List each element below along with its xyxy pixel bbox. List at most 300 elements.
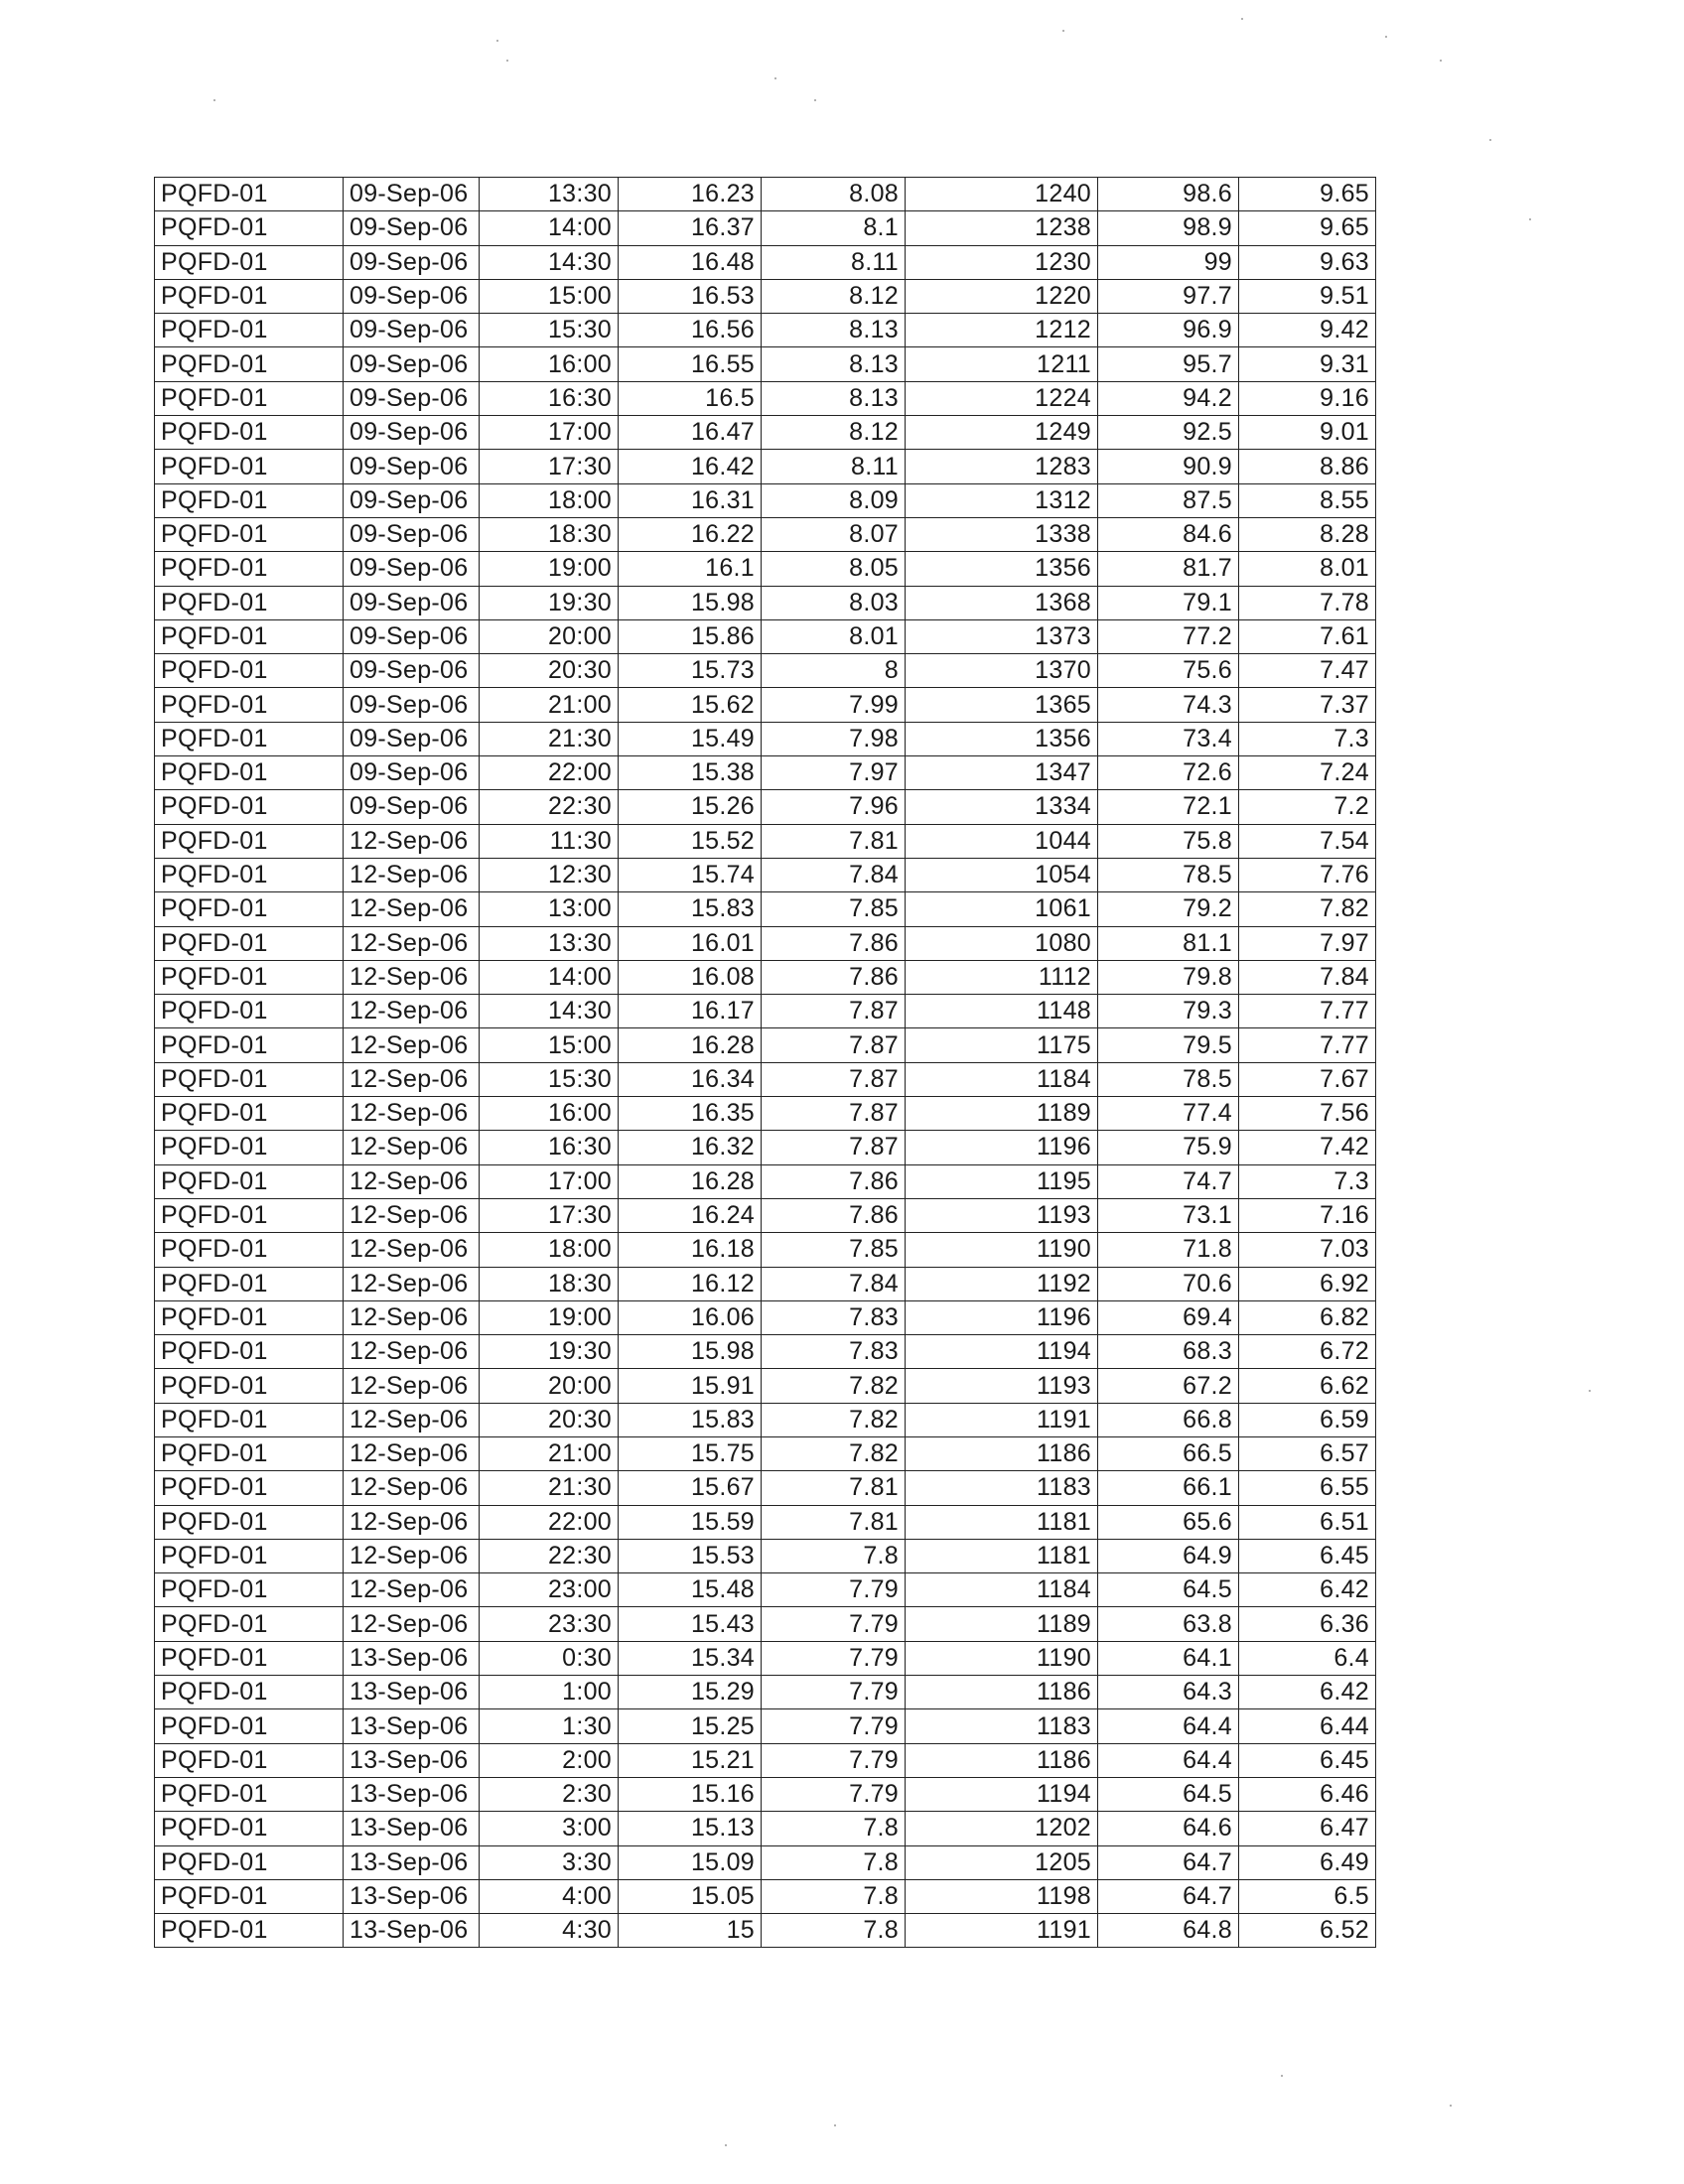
value-c-cell: 1356 (906, 552, 1098, 586)
value-c-cell: 1220 (906, 279, 1098, 313)
date-cell: 12-Sep-06 (344, 995, 480, 1028)
value-a-cell: 16.31 (619, 483, 762, 517)
value-e-cell: 9.65 (1239, 178, 1376, 211)
value-d-cell: 65.6 (1098, 1505, 1239, 1539)
station-id-cell: PQFD-01 (155, 450, 344, 483)
value-c-cell: 1190 (906, 1233, 1098, 1267)
date-cell: 12-Sep-06 (344, 1436, 480, 1470)
value-b-cell: 8.01 (762, 619, 906, 653)
date-cell: 13-Sep-06 (344, 1812, 480, 1845)
value-a-cell: 15.98 (619, 1335, 762, 1369)
time-cell: 4:00 (480, 1879, 619, 1913)
table-row (155, 1879, 1376, 1913)
station-id-cell: PQFD-01 (155, 1845, 344, 1879)
date-cell: 13-Sep-06 (344, 1914, 480, 1948)
table-row (155, 1436, 1376, 1470)
value-a-cell: 15.49 (619, 722, 762, 755)
value-c-cell: 1283 (906, 450, 1098, 483)
value-c-cell: 1186 (906, 1436, 1098, 1470)
value-e-cell: 7.84 (1239, 960, 1376, 994)
value-e-cell: 6.82 (1239, 1300, 1376, 1334)
station-id-cell: PQFD-01 (155, 1505, 344, 1539)
table-row (155, 347, 1376, 381)
value-a-cell: 15.16 (619, 1777, 762, 1811)
value-c-cell: 1191 (906, 1914, 1098, 1948)
value-d-cell: 70.6 (1098, 1267, 1239, 1300)
value-b-cell: 7.79 (762, 1573, 906, 1607)
value-e-cell: 6.42 (1239, 1676, 1376, 1709)
time-cell: 21:00 (480, 1436, 619, 1470)
value-a-cell: 15.43 (619, 1607, 762, 1641)
station-id-cell: PQFD-01 (155, 586, 344, 619)
station-id-cell: PQFD-01 (155, 1131, 344, 1164)
value-e-cell: 6.49 (1239, 1845, 1376, 1879)
value-b-cell: 7.8 (762, 1539, 906, 1572)
value-b-cell: 7.8 (762, 1879, 906, 1913)
value-a-cell: 15.52 (619, 824, 762, 858)
value-d-cell: 64.7 (1098, 1879, 1239, 1913)
date-cell: 12-Sep-06 (344, 1539, 480, 1572)
value-e-cell: 6.57 (1239, 1436, 1376, 1470)
date-cell: 13-Sep-06 (344, 1743, 480, 1777)
value-b-cell: 8.13 (762, 347, 906, 381)
value-e-cell: 7.82 (1239, 892, 1376, 926)
value-c-cell: 1373 (906, 619, 1098, 653)
time-cell: 18:00 (480, 1233, 619, 1267)
value-e-cell: 9.01 (1239, 416, 1376, 450)
value-e-cell: 6.44 (1239, 1709, 1376, 1743)
station-id-cell: PQFD-01 (155, 1028, 344, 1062)
time-cell: 13:30 (480, 926, 619, 960)
value-a-cell: 15.59 (619, 1505, 762, 1539)
value-b-cell: 8.03 (762, 586, 906, 619)
table-row (155, 381, 1376, 415)
date-cell: 12-Sep-06 (344, 1198, 480, 1232)
time-cell: 20:00 (480, 619, 619, 653)
value-b-cell: 7.86 (762, 1164, 906, 1198)
time-cell: 16:00 (480, 347, 619, 381)
date-cell: 09-Sep-06 (344, 483, 480, 517)
value-c-cell: 1193 (906, 1369, 1098, 1403)
value-c-cell: 1347 (906, 756, 1098, 790)
value-c-cell: 1194 (906, 1777, 1098, 1811)
value-a-cell: 15.83 (619, 1403, 762, 1436)
value-d-cell: 63.8 (1098, 1607, 1239, 1641)
table-row (155, 1505, 1376, 1539)
time-cell: 14:00 (480, 211, 619, 245)
table-row (155, 1403, 1376, 1436)
table-row (155, 1676, 1376, 1709)
value-c-cell: 1184 (906, 1573, 1098, 1607)
value-b-cell: 7.98 (762, 722, 906, 755)
value-b-cell: 8.11 (762, 245, 906, 279)
value-a-cell: 16.12 (619, 1267, 762, 1300)
value-c-cell: 1249 (906, 416, 1098, 450)
time-cell: 14:30 (480, 245, 619, 279)
table-row (155, 960, 1376, 994)
date-cell: 09-Sep-06 (344, 416, 480, 450)
date-cell: 12-Sep-06 (344, 1233, 480, 1267)
station-id-cell: PQFD-01 (155, 1300, 344, 1334)
time-cell: 17:30 (480, 1198, 619, 1232)
value-d-cell: 64.9 (1098, 1539, 1239, 1572)
value-b-cell: 7.85 (762, 892, 906, 926)
value-b-cell: 7.8 (762, 1914, 906, 1948)
date-cell: 12-Sep-06 (344, 1267, 480, 1300)
table-row (155, 1300, 1376, 1334)
value-a-cell: 16.32 (619, 1131, 762, 1164)
table-row (155, 279, 1376, 313)
value-e-cell: 7.2 (1239, 790, 1376, 824)
value-b-cell: 7.86 (762, 1198, 906, 1232)
time-cell: 19:30 (480, 1335, 619, 1369)
station-id-cell: PQFD-01 (155, 960, 344, 994)
station-id-cell: PQFD-01 (155, 756, 344, 790)
value-e-cell: 9.65 (1239, 211, 1376, 245)
date-cell: 09-Sep-06 (344, 756, 480, 790)
value-d-cell: 79.8 (1098, 960, 1239, 994)
value-b-cell: 7.79 (762, 1709, 906, 1743)
time-cell: 17:30 (480, 450, 619, 483)
value-e-cell: 7.97 (1239, 926, 1376, 960)
station-id-cell: PQFD-01 (155, 1471, 344, 1505)
value-b-cell: 7.86 (762, 926, 906, 960)
table-row (155, 483, 1376, 517)
value-e-cell: 7.61 (1239, 619, 1376, 653)
value-b-cell: 7.82 (762, 1403, 906, 1436)
table-row (155, 178, 1376, 211)
value-c-cell: 1183 (906, 1709, 1098, 1743)
date-cell: 09-Sep-06 (344, 552, 480, 586)
date-cell: 13-Sep-06 (344, 1777, 480, 1811)
station-id-cell: PQFD-01 (155, 1062, 344, 1096)
time-cell: 17:00 (480, 1164, 619, 1198)
value-b-cell: 8.11 (762, 450, 906, 483)
value-e-cell: 7.24 (1239, 756, 1376, 790)
station-id-cell: PQFD-01 (155, 1198, 344, 1232)
value-d-cell: 79.1 (1098, 586, 1239, 619)
date-cell: 09-Sep-06 (344, 314, 480, 347)
value-c-cell: 1189 (906, 1607, 1098, 1641)
value-e-cell: 6.4 (1239, 1641, 1376, 1675)
value-e-cell: 7.54 (1239, 824, 1376, 858)
value-b-cell: 7.81 (762, 1505, 906, 1539)
value-d-cell: 74.3 (1098, 688, 1239, 722)
value-e-cell: 9.16 (1239, 381, 1376, 415)
value-b-cell: 7.87 (762, 1062, 906, 1096)
value-b-cell: 8.13 (762, 381, 906, 415)
time-cell: 16:30 (480, 1131, 619, 1164)
station-id-cell: PQFD-01 (155, 1436, 344, 1470)
value-b-cell: 8.1 (762, 211, 906, 245)
table-row (155, 619, 1376, 653)
value-a-cell: 16.1 (619, 552, 762, 586)
station-id-cell: PQFD-01 (155, 381, 344, 415)
station-id-cell: PQFD-01 (155, 722, 344, 755)
date-cell: 09-Sep-06 (344, 211, 480, 245)
table-row (155, 1028, 1376, 1062)
table-row (155, 1164, 1376, 1198)
table-row (155, 1539, 1376, 1572)
table-row (155, 1233, 1376, 1267)
value-c-cell: 1212 (906, 314, 1098, 347)
value-e-cell: 6.52 (1239, 1914, 1376, 1948)
value-d-cell: 81.7 (1098, 552, 1239, 586)
station-id-cell: PQFD-01 (155, 245, 344, 279)
value-c-cell: 1181 (906, 1505, 1098, 1539)
time-cell: 23:30 (480, 1607, 619, 1641)
station-id-cell: PQFD-01 (155, 1812, 344, 1845)
time-cell: 13:30 (480, 178, 619, 211)
value-e-cell: 7.77 (1239, 995, 1376, 1028)
table-row (155, 892, 1376, 926)
value-a-cell: 16.28 (619, 1164, 762, 1198)
value-a-cell: 15.74 (619, 858, 762, 891)
value-a-cell: 15.62 (619, 688, 762, 722)
value-d-cell: 75.9 (1098, 1131, 1239, 1164)
value-c-cell: 1205 (906, 1845, 1098, 1879)
value-d-cell: 87.5 (1098, 483, 1239, 517)
value-e-cell: 7.67 (1239, 1062, 1376, 1096)
value-c-cell: 1370 (906, 654, 1098, 688)
value-d-cell: 75.8 (1098, 824, 1239, 858)
value-e-cell: 7.56 (1239, 1097, 1376, 1131)
date-cell: 12-Sep-06 (344, 1607, 480, 1641)
date-cell: 09-Sep-06 (344, 688, 480, 722)
value-a-cell: 15.09 (619, 1845, 762, 1879)
value-d-cell: 72.6 (1098, 756, 1239, 790)
value-d-cell: 67.2 (1098, 1369, 1239, 1403)
station-id-cell: PQFD-01 (155, 1607, 344, 1641)
value-c-cell: 1238 (906, 211, 1098, 245)
value-d-cell: 71.8 (1098, 1233, 1239, 1267)
value-c-cell: 1368 (906, 586, 1098, 619)
scan-speck (1589, 1390, 1591, 1392)
value-c-cell: 1356 (906, 722, 1098, 755)
time-cell: 17:00 (480, 416, 619, 450)
value-c-cell: 1194 (906, 1335, 1098, 1369)
time-cell: 15:30 (480, 1062, 619, 1096)
date-cell: 12-Sep-06 (344, 1471, 480, 1505)
value-e-cell: 7.47 (1239, 654, 1376, 688)
date-cell: 12-Sep-06 (344, 1300, 480, 1334)
value-c-cell: 1365 (906, 688, 1098, 722)
value-b-cell: 7.87 (762, 1131, 906, 1164)
date-cell: 09-Sep-06 (344, 279, 480, 313)
value-d-cell: 84.6 (1098, 517, 1239, 551)
value-a-cell: 16.17 (619, 995, 762, 1028)
time-cell: 13:00 (480, 892, 619, 926)
value-b-cell: 8.08 (762, 178, 906, 211)
date-cell: 09-Sep-06 (344, 654, 480, 688)
value-c-cell: 1338 (906, 517, 1098, 551)
time-cell: 16:30 (480, 381, 619, 415)
scan-speck (1062, 30, 1064, 32)
value-c-cell: 1186 (906, 1676, 1098, 1709)
value-d-cell: 64.6 (1098, 1812, 1239, 1845)
value-c-cell: 1183 (906, 1471, 1098, 1505)
value-e-cell: 6.72 (1239, 1335, 1376, 1369)
value-a-cell: 16.08 (619, 960, 762, 994)
value-e-cell: 8.28 (1239, 517, 1376, 551)
station-id-cell: PQFD-01 (155, 619, 344, 653)
station-id-cell: PQFD-01 (155, 1335, 344, 1369)
date-cell: 13-Sep-06 (344, 1845, 480, 1879)
value-d-cell: 66.5 (1098, 1436, 1239, 1470)
table-body (155, 178, 1376, 1948)
value-a-cell: 15.53 (619, 1539, 762, 1572)
date-cell: 13-Sep-06 (344, 1879, 480, 1913)
table-row (155, 1914, 1376, 1948)
time-cell: 3:00 (480, 1812, 619, 1845)
date-cell: 09-Sep-06 (344, 619, 480, 653)
date-cell: 12-Sep-06 (344, 1335, 480, 1369)
value-d-cell: 64.5 (1098, 1573, 1239, 1607)
station-id-cell: PQFD-01 (155, 1777, 344, 1811)
value-c-cell: 1193 (906, 1198, 1098, 1232)
table-row (155, 517, 1376, 551)
time-cell: 20:00 (480, 1369, 619, 1403)
value-b-cell: 7.79 (762, 1607, 906, 1641)
time-cell: 23:00 (480, 1573, 619, 1607)
table-row (155, 926, 1376, 960)
value-e-cell: 9.42 (1239, 314, 1376, 347)
time-cell: 15:30 (480, 314, 619, 347)
value-a-cell: 15 (619, 1914, 762, 1948)
date-cell: 12-Sep-06 (344, 824, 480, 858)
value-b-cell: 7.79 (762, 1777, 906, 1811)
station-id-cell: PQFD-01 (155, 517, 344, 551)
table-row (155, 1777, 1376, 1811)
value-d-cell: 75.6 (1098, 654, 1239, 688)
value-e-cell: 6.62 (1239, 1369, 1376, 1403)
date-cell: 12-Sep-06 (344, 926, 480, 960)
table-row (155, 756, 1376, 790)
value-b-cell: 7.79 (762, 1676, 906, 1709)
value-c-cell: 1054 (906, 858, 1098, 891)
value-d-cell: 97.7 (1098, 279, 1239, 313)
value-d-cell: 96.9 (1098, 314, 1239, 347)
value-e-cell: 6.36 (1239, 1607, 1376, 1641)
date-cell: 09-Sep-06 (344, 790, 480, 824)
scan-speck (1385, 36, 1387, 38)
value-b-cell: 7.82 (762, 1369, 906, 1403)
value-d-cell: 69.4 (1098, 1300, 1239, 1334)
table-row (155, 450, 1376, 483)
value-c-cell: 1334 (906, 790, 1098, 824)
station-id-cell: PQFD-01 (155, 858, 344, 891)
date-cell: 09-Sep-06 (344, 381, 480, 415)
value-c-cell: 1148 (906, 995, 1098, 1028)
value-b-cell: 7.83 (762, 1335, 906, 1369)
value-a-cell: 16.56 (619, 314, 762, 347)
date-cell: 12-Sep-06 (344, 1028, 480, 1062)
value-a-cell: 16.34 (619, 1062, 762, 1096)
value-c-cell: 1189 (906, 1097, 1098, 1131)
value-d-cell: 64.4 (1098, 1709, 1239, 1743)
table-row (155, 1641, 1376, 1675)
value-d-cell: 98.6 (1098, 178, 1239, 211)
value-c-cell: 1184 (906, 1062, 1098, 1096)
time-cell: 14:30 (480, 995, 619, 1028)
value-e-cell: 6.45 (1239, 1539, 1376, 1572)
time-cell: 19:00 (480, 552, 619, 586)
value-b-cell: 7.84 (762, 858, 906, 891)
time-cell: 20:30 (480, 1403, 619, 1436)
date-cell: 12-Sep-06 (344, 960, 480, 994)
scan-speck (774, 77, 776, 79)
table-row (155, 416, 1376, 450)
value-a-cell: 15.25 (619, 1709, 762, 1743)
station-id-cell: PQFD-01 (155, 1097, 344, 1131)
date-cell: 09-Sep-06 (344, 517, 480, 551)
station-id-cell: PQFD-01 (155, 347, 344, 381)
date-cell: 12-Sep-06 (344, 858, 480, 891)
value-e-cell: 7.76 (1239, 858, 1376, 891)
station-id-cell: PQFD-01 (155, 1233, 344, 1267)
station-id-cell: PQFD-01 (155, 1914, 344, 1948)
value-a-cell: 16.22 (619, 517, 762, 551)
value-b-cell: 7.81 (762, 824, 906, 858)
table-row (155, 1198, 1376, 1232)
value-a-cell: 16.23 (619, 178, 762, 211)
value-e-cell: 7.42 (1239, 1131, 1376, 1164)
station-id-cell: PQFD-01 (155, 1403, 344, 1436)
table-row (155, 245, 1376, 279)
time-cell: 0:30 (480, 1641, 619, 1675)
date-cell: 12-Sep-06 (344, 1505, 480, 1539)
table-row (155, 586, 1376, 619)
value-e-cell: 7.16 (1239, 1198, 1376, 1232)
value-e-cell: 8.01 (1239, 552, 1376, 586)
value-a-cell: 16.47 (619, 416, 762, 450)
value-b-cell: 8.12 (762, 279, 906, 313)
date-cell: 09-Sep-06 (344, 722, 480, 755)
value-a-cell: 15.86 (619, 619, 762, 653)
value-e-cell: 8.55 (1239, 483, 1376, 517)
value-a-cell: 16.37 (619, 211, 762, 245)
value-a-cell: 15.83 (619, 892, 762, 926)
date-cell: 13-Sep-06 (344, 1709, 480, 1743)
table-row (155, 1471, 1376, 1505)
time-cell: 21:30 (480, 1471, 619, 1505)
station-id-cell: PQFD-01 (155, 279, 344, 313)
table-row (155, 1131, 1376, 1164)
station-id-cell: PQFD-01 (155, 1879, 344, 1913)
time-cell: 19:00 (480, 1300, 619, 1334)
date-cell: 12-Sep-06 (344, 1573, 480, 1607)
value-e-cell: 9.31 (1239, 347, 1376, 381)
table-row (155, 790, 1376, 824)
station-id-cell: PQFD-01 (155, 1641, 344, 1675)
value-c-cell: 1175 (906, 1028, 1098, 1062)
station-id-cell: PQFD-01 (155, 824, 344, 858)
value-d-cell: 92.5 (1098, 416, 1239, 450)
value-b-cell: 7.8 (762, 1812, 906, 1845)
value-d-cell: 64.7 (1098, 1845, 1239, 1879)
table-row (155, 1845, 1376, 1879)
table-row (155, 995, 1376, 1028)
station-id-cell: PQFD-01 (155, 1676, 344, 1709)
time-cell: 18:00 (480, 483, 619, 517)
station-id-cell: PQFD-01 (155, 483, 344, 517)
value-d-cell: 94.2 (1098, 381, 1239, 415)
table-row (155, 824, 1376, 858)
value-d-cell: 77.4 (1098, 1097, 1239, 1131)
value-d-cell: 95.7 (1098, 347, 1239, 381)
value-a-cell: 15.91 (619, 1369, 762, 1403)
time-cell: 19:30 (480, 586, 619, 619)
